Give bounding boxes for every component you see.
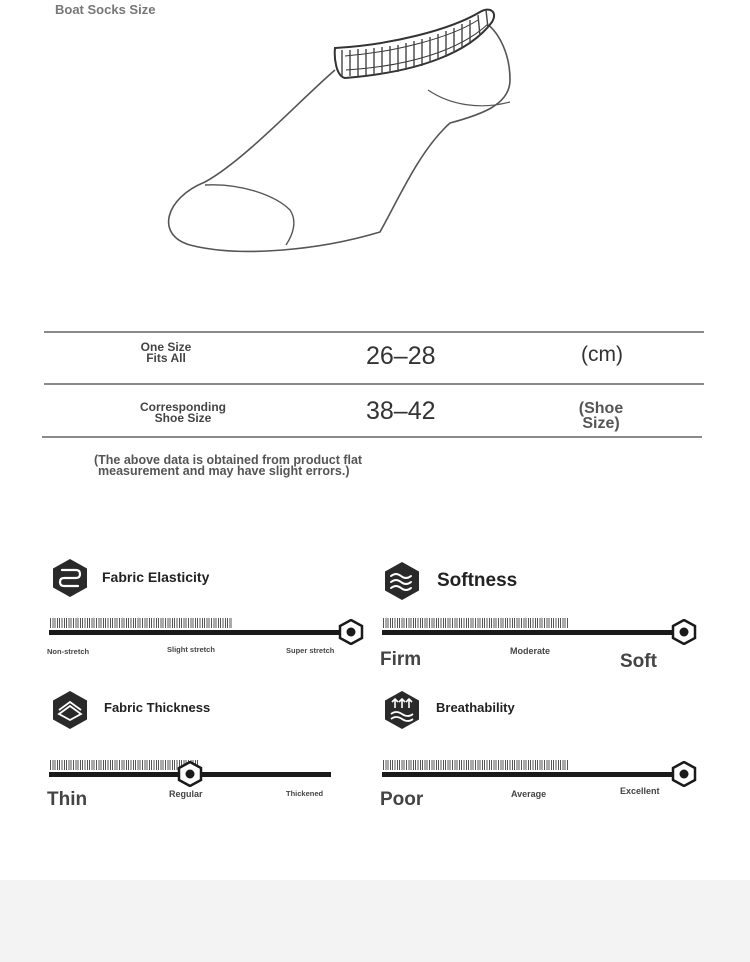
breathability-track bbox=[382, 772, 672, 777]
breathability-level-marker bbox=[671, 761, 697, 787]
feature-title-softness: Softness bbox=[437, 570, 518, 591]
breathability-label-low: Poor bbox=[380, 789, 424, 810]
softness-label-high: Soft bbox=[620, 651, 657, 672]
elasticity-label-low: Non-stretch bbox=[47, 647, 90, 656]
shoe-row-unit-line2: Size) bbox=[582, 415, 620, 432]
feature-title-thickness: Fabric Thickness bbox=[104, 700, 211, 715]
shoe-row-label bbox=[128, 402, 238, 424]
elasticity-label-high: Super stretch bbox=[286, 646, 335, 655]
size-row-label-line1: One Size bbox=[140, 340, 192, 354]
measurement-note-line2: measurement and may have slight errors.) bbox=[98, 464, 350, 478]
page-title: Boat Socks Size bbox=[55, 2, 156, 17]
airflow-icon bbox=[382, 690, 422, 730]
shoe-row-unit bbox=[570, 401, 632, 431]
footer-band bbox=[0, 880, 750, 962]
shoe-row-label-line2: Shoe Size bbox=[154, 411, 212, 425]
shoe-row-label-line1: Corresponding bbox=[140, 400, 226, 414]
thickness-level-marker bbox=[177, 761, 203, 787]
softness-level-marker bbox=[671, 619, 697, 645]
size-row-value: 26–28 bbox=[366, 342, 436, 370]
thickness-ticks bbox=[50, 760, 198, 770]
measurement-note bbox=[94, 455, 362, 477]
elasticity-track bbox=[49, 630, 339, 635]
table-rule-middle bbox=[44, 383, 704, 385]
thickness-label-mid: Regular bbox=[169, 789, 203, 799]
thickness-label-low: Thin bbox=[47, 789, 88, 810]
softness-label-mid: Moderate bbox=[510, 646, 551, 656]
breathability-label-high: Excellent bbox=[620, 786, 660, 796]
thickness-label-high: Thickened bbox=[286, 789, 324, 798]
softness-track bbox=[382, 630, 672, 635]
softness-ticks bbox=[383, 618, 569, 628]
size-row-unit: (cm) bbox=[581, 343, 623, 366]
shoe-row-unit-line1: (Shoe bbox=[578, 400, 624, 417]
wave-icon bbox=[382, 561, 422, 601]
softness-label-low: Firm bbox=[380, 649, 422, 670]
shoe-row-value: 38–42 bbox=[366, 397, 436, 425]
feature-title-breathability: Breathability bbox=[436, 700, 515, 715]
elasticity-ticks bbox=[50, 618, 232, 628]
table-rule-top bbox=[44, 331, 704, 333]
feature-title-elasticity: Fabric Elasticity bbox=[102, 569, 210, 585]
size-row-label bbox=[124, 342, 208, 364]
breathability-label-mid: Average bbox=[511, 789, 547, 799]
elasticity-level-marker bbox=[338, 619, 364, 645]
breathability-ticks bbox=[383, 760, 569, 770]
measurement-note-line1: (The above data is obtained from product flat bbox=[94, 453, 363, 467]
boat-sock-illustration bbox=[150, 0, 530, 260]
size-row-label-line2: Fits All bbox=[146, 351, 186, 365]
stretch-icon bbox=[50, 558, 90, 598]
layer-icon bbox=[50, 690, 90, 730]
elasticity-label-mid: Slight stretch bbox=[167, 645, 215, 654]
table-rule-bottom bbox=[42, 436, 702, 438]
